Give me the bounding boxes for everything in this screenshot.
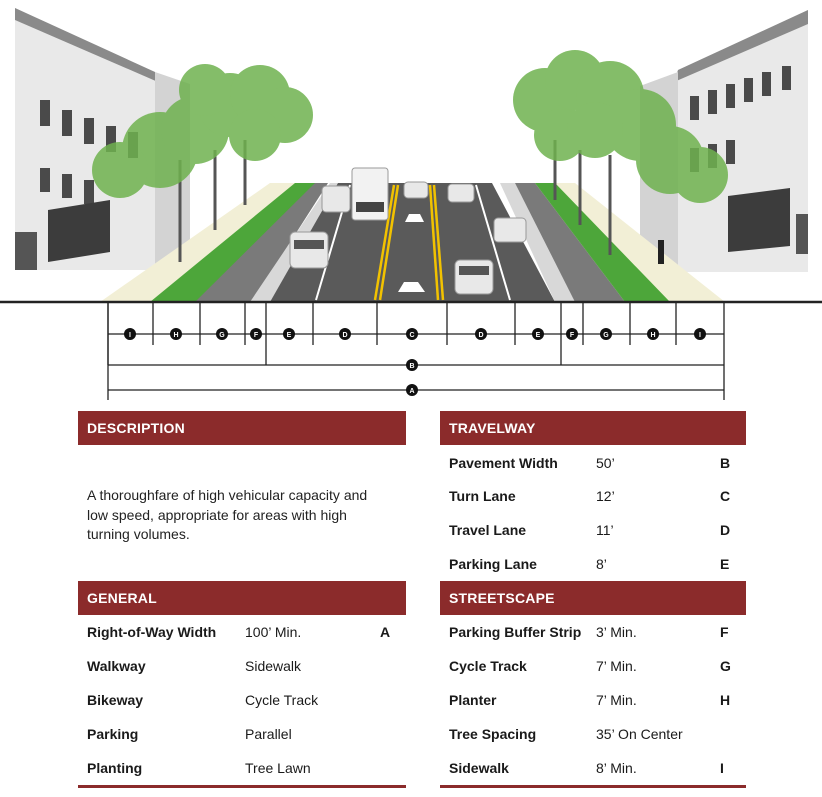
row-label: Parking Buffer Strip	[449, 624, 582, 640]
marker-f-right	[566, 328, 578, 340]
row-value: 8’ Min.	[596, 760, 637, 776]
marker-h-left	[170, 328, 182, 340]
general-row	[87, 622, 397, 642]
row-label: Pavement Width	[449, 455, 558, 471]
general-panel	[78, 581, 406, 615]
marker-label: A	[409, 388, 415, 395]
marker-label: E	[286, 332, 292, 339]
row-label: Travel Lane	[449, 522, 527, 538]
row-value: Tree Lawn	[245, 760, 311, 776]
general-row	[87, 724, 397, 744]
marker-f-left	[250, 328, 262, 340]
row-label: Planter	[449, 692, 497, 708]
general-row	[87, 758, 397, 778]
row-value: 35’ On Center	[596, 726, 683, 742]
row-value: 7’ Min.	[596, 692, 637, 708]
row-letter: I	[720, 760, 724, 776]
travelway-row	[449, 486, 739, 506]
travelway-row	[449, 520, 739, 540]
marker-label: I	[129, 332, 131, 339]
marker-b	[406, 359, 418, 371]
row-value: 7’ Min.	[596, 658, 637, 674]
row-letter: F	[720, 624, 729, 640]
pedestrian	[658, 240, 664, 264]
row-letter: C	[720, 488, 731, 504]
row-label: Bikeway	[87, 692, 144, 708]
marker-c	[406, 328, 418, 340]
row-letter: H	[720, 692, 731, 708]
marker-label: E	[535, 332, 541, 339]
marker-label: D	[478, 332, 484, 339]
row-label: Right-of-Way Width	[87, 624, 217, 640]
streetscape-row	[449, 622, 739, 642]
row-letter: E	[720, 556, 730, 572]
marker-label: H	[173, 332, 179, 339]
marker-h-right	[647, 328, 659, 340]
streetscape-bottom-rule	[440, 785, 746, 788]
general-bottom-rule	[78, 785, 406, 788]
row-label: Cycle Track	[449, 658, 527, 674]
marker-g-right	[600, 328, 612, 340]
marker-i-left	[124, 328, 136, 340]
streetscape-panel	[440, 581, 746, 615]
row-label: Sidewalk	[449, 760, 509, 776]
row-label: Turn Lane	[449, 488, 516, 504]
marker-label: F	[253, 332, 259, 339]
row-label: Tree Spacing	[449, 726, 537, 742]
description-text: A thoroughfare of high vehicular capacity and low speed, appropriate for areas with high turning volumes.	[87, 487, 368, 542]
general-row	[87, 690, 397, 710]
travelway-row	[449, 554, 739, 574]
row-value: 3’ Min.	[596, 624, 637, 640]
marker-d-left	[339, 328, 351, 340]
row-label: Parking	[87, 726, 139, 742]
row-value: 50’	[596, 455, 615, 471]
description-header: DESCRIPTION	[78, 411, 406, 445]
streetscape-row	[449, 690, 739, 710]
marker-i-right	[694, 328, 706, 340]
marker-e-right	[532, 328, 544, 340]
row-value: Sidewalk	[245, 658, 302, 674]
marker-label: D	[342, 332, 348, 339]
marker-a	[406, 384, 418, 396]
streetscape-row	[449, 758, 739, 778]
marker-e-left	[283, 328, 295, 340]
row-value: Parallel	[245, 726, 292, 742]
streetscape-header: STREETSCAPE	[440, 581, 746, 615]
marker-label: G	[603, 332, 609, 339]
row-label: Walkway	[87, 658, 146, 674]
general-header: GENERAL	[78, 581, 406, 615]
row-label: Planting	[87, 760, 143, 776]
marker-g-left	[216, 328, 228, 340]
travelway-row	[449, 453, 739, 473]
marker-label: C	[409, 332, 415, 339]
row-value: Cycle Track	[245, 692, 319, 708]
row-value: 11’	[596, 522, 614, 538]
row-value: 12’	[596, 488, 615, 504]
description-panel	[78, 411, 406, 445]
row-letter: A	[380, 624, 391, 640]
marker-label: F	[569, 332, 575, 339]
row-letter: B	[720, 455, 731, 471]
marker-d-right	[475, 328, 487, 340]
marker-label: I	[699, 332, 701, 339]
streetscape-row	[449, 724, 739, 744]
row-letter: D	[720, 522, 731, 538]
row-value: 8’	[596, 556, 607, 572]
travelway-header: TRAVELWAY	[440, 411, 746, 445]
travelway-panel	[440, 411, 746, 445]
marker-label: G	[219, 332, 225, 339]
marker-label: B	[409, 363, 415, 370]
streetscape-row	[449, 656, 739, 676]
marker-label: H	[650, 332, 656, 339]
general-row	[87, 656, 397, 676]
row-value: 100’ Min.	[245, 624, 302, 640]
row-label: Parking Lane	[449, 556, 537, 572]
row-letter: G	[720, 658, 731, 674]
